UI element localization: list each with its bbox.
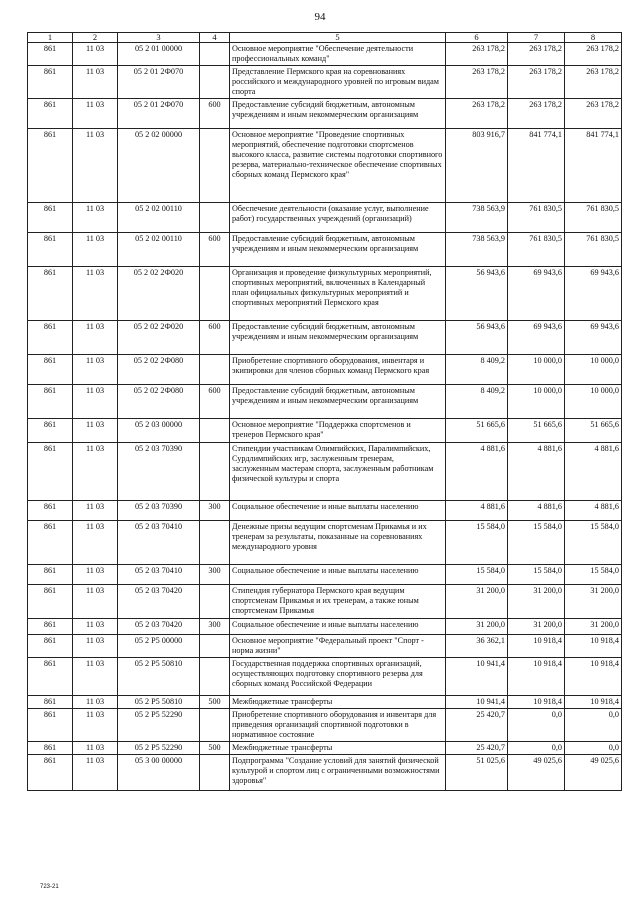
section-code: 11 03 <box>73 203 118 233</box>
expense-name: Предоставление субсидий бюджетным, автономным учреждениям и иным некоммерческим организациям <box>230 385 446 419</box>
amount-year-1: 4 881,6 <box>446 501 508 521</box>
amount-year-3: 51 665,6 <box>565 419 622 443</box>
amount-year-1: 803 916,7 <box>446 129 508 203</box>
column-number: 8 <box>565 33 622 43</box>
expense-type-code <box>200 419 230 443</box>
amount-year-3: 69 943,6 <box>565 321 622 355</box>
expense-name: Стипендия губернатора Пермского края ведущим спортсменам Прикамья и их тренерам, а также юным спортсменам Прикамья <box>230 585 446 619</box>
section-code: 11 03 <box>73 585 118 619</box>
expense-type-code: 500 <box>200 696 230 709</box>
table-row <box>28 385 622 419</box>
section-code: 11 03 <box>73 755 118 791</box>
target-item-code: 05 2 P5 52290 <box>118 709 200 742</box>
amount-year-1: 263 178,2 <box>446 43 508 66</box>
expense-type-code <box>200 66 230 99</box>
budget-table <box>27 32 622 791</box>
section-code: 11 03 <box>73 635 118 658</box>
amount-year-3: 761 830,5 <box>565 203 622 233</box>
table-row <box>28 709 622 742</box>
expense-type-code <box>200 658 230 696</box>
target-item-code: 05 2 03 70420 <box>118 619 200 635</box>
amount-year-3: 15 584,0 <box>565 521 622 565</box>
target-item-code: 05 2 02 2Ф080 <box>118 385 200 419</box>
section-code: 11 03 <box>73 419 118 443</box>
amount-year-3: 31 200,0 <box>565 585 622 619</box>
target-item-code: 05 2 03 70390 <box>118 501 200 521</box>
amount-year-2: 15 584,0 <box>508 565 565 585</box>
target-item-code: 05 2 01 2Ф070 <box>118 99 200 129</box>
amount-year-3: 263 178,2 <box>565 66 622 99</box>
department-code: 861 <box>28 585 73 619</box>
expense-type-code <box>200 355 230 385</box>
table-row <box>28 565 622 585</box>
target-item-code: 05 2 P5 50810 <box>118 696 200 709</box>
amount-year-2: 761 830,5 <box>508 233 565 267</box>
table-row <box>28 99 622 129</box>
department-code: 861 <box>28 233 73 267</box>
expense-type-code: 500 <box>200 742 230 755</box>
amount-year-2: 841 774,1 <box>508 129 565 203</box>
amount-year-1: 25 420,7 <box>446 709 508 742</box>
amount-year-1: 738 563,9 <box>446 203 508 233</box>
amount-year-2: 263 178,2 <box>508 66 565 99</box>
amount-year-2: 51 665,6 <box>508 419 565 443</box>
section-code: 11 03 <box>73 565 118 585</box>
expense-name: Предоставление субсидий бюджетным, автономным учреждениям и иным некоммерческим организациям <box>230 99 446 129</box>
expense-type-code <box>200 585 230 619</box>
amount-year-1: 31 200,0 <box>446 619 508 635</box>
department-code: 861 <box>28 742 73 755</box>
expense-type-code: 600 <box>200 385 230 419</box>
section-code: 11 03 <box>73 696 118 709</box>
amount-year-2: 10 918,4 <box>508 658 565 696</box>
amount-year-2: 0,0 <box>508 742 565 755</box>
form-code: 723-21 <box>40 884 59 890</box>
table-row <box>28 501 622 521</box>
expense-name: Государственная поддержка спортивных организаций, осуществляющих подготовку спортивного резерва для сборных команд Российской Федерации <box>230 658 446 696</box>
target-item-code: 05 2 03 70390 <box>118 443 200 501</box>
amount-year-2: 49 025,6 <box>508 755 565 791</box>
target-item-code: 05 2 02 00000 <box>118 129 200 203</box>
section-code: 11 03 <box>73 742 118 755</box>
table-row <box>28 267 622 321</box>
amount-year-3: 10 000,0 <box>565 385 622 419</box>
expense-name: Социальное обеспечение и иные выплаты населению <box>230 565 446 585</box>
expense-name: Денежные призы ведущим спортсменам Прикамья и их тренерам за результаты, показанные на соревнованиях международного уровня <box>230 521 446 565</box>
expense-type-code <box>200 443 230 501</box>
amount-year-3: 49 025,6 <box>565 755 622 791</box>
expense-type-code: 300 <box>200 619 230 635</box>
section-code: 11 03 <box>73 267 118 321</box>
target-item-code: 05 2 01 00000 <box>118 43 200 66</box>
amount-year-1: 8 409,2 <box>446 385 508 419</box>
amount-year-3: 10 918,4 <box>565 658 622 696</box>
department-code: 861 <box>28 658 73 696</box>
amount-year-3: 15 584,0 <box>565 565 622 585</box>
department-code: 861 <box>28 203 73 233</box>
amount-year-2: 4 881,6 <box>508 501 565 521</box>
expense-type-code <box>200 709 230 742</box>
expense-type-code <box>200 203 230 233</box>
column-number: 6 <box>446 33 508 43</box>
table-row <box>28 755 622 791</box>
department-code: 861 <box>28 321 73 355</box>
expense-name: Основное мероприятие "Федеральный проект "Спорт - норма жизни" <box>230 635 446 658</box>
department-code: 861 <box>28 755 73 791</box>
section-code: 11 03 <box>73 501 118 521</box>
expense-name: Приобретение спортивного оборудования, инвентаря и экипировки для членов сборных команд Пермского края <box>230 355 446 385</box>
expense-name: Обеспечение деятельности (оказание услуг, выполнение работ) государственных учреждений (организаций) <box>230 203 446 233</box>
amount-year-3: 10 918,4 <box>565 696 622 709</box>
expense-name: Организация и проведение физкультурных мероприятий, спортивных мероприятий, включенных в Календарный план официальных физкультурных мероприятий и спортивных мероприятий Пермского края <box>230 267 446 321</box>
page-number: 94 <box>314 11 326 23</box>
table-row <box>28 585 622 619</box>
amount-year-1: 8 409,2 <box>446 355 508 385</box>
expense-name: Приобретение спортивного оборудования и инвентаря для приведения организаций спортивной подготовки в нормативное состояние <box>230 709 446 742</box>
amount-year-3: 0,0 <box>565 742 622 755</box>
table-row <box>28 742 622 755</box>
expense-type-code: 600 <box>200 99 230 129</box>
section-code: 11 03 <box>73 129 118 203</box>
target-item-code: 05 2 02 00110 <box>118 233 200 267</box>
column-number: 1 <box>28 33 73 43</box>
expense-name: Межбюджетные трансферты <box>230 696 446 709</box>
target-item-code: 05 2 P5 00000 <box>118 635 200 658</box>
table-row <box>28 321 622 355</box>
department-code: 861 <box>28 443 73 501</box>
amount-year-2: 31 200,0 <box>508 585 565 619</box>
expense-type-code: 300 <box>200 565 230 585</box>
target-item-code: 05 2 03 70410 <box>118 521 200 565</box>
amount-year-2: 31 200,0 <box>508 619 565 635</box>
amount-year-2: 4 881,6 <box>508 443 565 501</box>
table-row <box>28 443 622 501</box>
target-item-code: 05 2 02 2Ф020 <box>118 267 200 321</box>
section-code: 11 03 <box>73 521 118 565</box>
amount-year-3: 0,0 <box>565 709 622 742</box>
expense-type-code: 600 <box>200 321 230 355</box>
target-item-code: 05 2 03 70410 <box>118 565 200 585</box>
target-item-code: 05 2 P5 50810 <box>118 658 200 696</box>
amount-year-2: 10 000,0 <box>508 385 565 419</box>
amount-year-3: 31 200,0 <box>565 619 622 635</box>
department-code: 861 <box>28 66 73 99</box>
amount-year-3: 10 918,4 <box>565 635 622 658</box>
expense-type-code: 600 <box>200 233 230 267</box>
target-item-code: 05 2 01 2Ф070 <box>118 66 200 99</box>
table-row <box>28 619 622 635</box>
department-code: 861 <box>28 355 73 385</box>
target-item-code: 05 2 02 2Ф080 <box>118 355 200 385</box>
target-item-code: 05 2 03 70420 <box>118 585 200 619</box>
department-code: 861 <box>28 419 73 443</box>
table-body <box>28 43 622 791</box>
table-row <box>28 233 622 267</box>
department-code: 861 <box>28 709 73 742</box>
expense-name: Представление Пермского края на соревнованиях российского и международного уровней по игровым видам спорта <box>230 66 446 99</box>
target-item-code: 05 2 P5 52290 <box>118 742 200 755</box>
department-code: 861 <box>28 385 73 419</box>
section-code: 11 03 <box>73 99 118 129</box>
department-code: 861 <box>28 565 73 585</box>
amount-year-1: 31 200,0 <box>446 585 508 619</box>
amount-year-1: 51 025,6 <box>446 755 508 791</box>
expense-type-code <box>200 521 230 565</box>
amount-year-2: 263 178,2 <box>508 99 565 129</box>
table-row <box>28 521 622 565</box>
amount-year-1: 263 178,2 <box>446 99 508 129</box>
table-row <box>28 43 622 66</box>
table-row <box>28 419 622 443</box>
expense-type-code <box>200 43 230 66</box>
amount-year-2: 69 943,6 <box>508 321 565 355</box>
column-number: 7 <box>508 33 565 43</box>
table-row <box>28 129 622 203</box>
department-code: 861 <box>28 521 73 565</box>
column-number-row <box>28 33 622 43</box>
section-code: 11 03 <box>73 43 118 66</box>
section-code: 11 03 <box>73 233 118 267</box>
column-number: 5 <box>230 33 446 43</box>
expense-name: Стипендии участникам Олимпийских, Паралимпийских, Сурдлимпийских игр, заслуженным тренерам, заслуженным мастерам спорта, заслуженным работникам физической культуры и спорта <box>230 443 446 501</box>
expense-type-code <box>200 267 230 321</box>
target-item-code: 05 2 02 00110 <box>118 203 200 233</box>
amount-year-1: 4 881,6 <box>446 443 508 501</box>
amount-year-3: 841 774,1 <box>565 129 622 203</box>
amount-year-1: 51 665,6 <box>446 419 508 443</box>
section-code: 11 03 <box>73 355 118 385</box>
amount-year-2: 263 178,2 <box>508 43 565 66</box>
department-code: 861 <box>28 501 73 521</box>
section-code: 11 03 <box>73 619 118 635</box>
amount-year-2: 69 943,6 <box>508 267 565 321</box>
section-code: 11 03 <box>73 443 118 501</box>
amount-year-1: 56 943,6 <box>446 267 508 321</box>
amount-year-1: 10 941,4 <box>446 658 508 696</box>
amount-year-1: 36 362,1 <box>446 635 508 658</box>
amount-year-1: 738 563,9 <box>446 233 508 267</box>
amount-year-3: 263 178,2 <box>565 43 622 66</box>
amount-year-3: 4 881,6 <box>565 501 622 521</box>
amount-year-2: 761 830,5 <box>508 203 565 233</box>
expense-name: Основное мероприятие "Обеспечение деятельности профессиональных команд" <box>230 43 446 66</box>
section-code: 11 03 <box>73 709 118 742</box>
section-code: 11 03 <box>73 658 118 696</box>
expense-name: Подпрограмма "Создание условий для занятий физической культурой и спортом лиц с ограниченными возможностями здоровья" <box>230 755 446 791</box>
table-row <box>28 658 622 696</box>
section-code: 11 03 <box>73 385 118 419</box>
target-item-code: 05 2 02 2Ф020 <box>118 321 200 355</box>
target-item-code: 05 2 03 00000 <box>118 419 200 443</box>
amount-year-2: 15 584,0 <box>508 521 565 565</box>
amount-year-3: 761 830,5 <box>565 233 622 267</box>
table-row <box>28 66 622 99</box>
amount-year-1: 10 941,4 <box>446 696 508 709</box>
expense-type-code: 300 <box>200 501 230 521</box>
expense-name: Предоставление субсидий бюджетным, автономным учреждениям и иным некоммерческим организациям <box>230 233 446 267</box>
amount-year-2: 10 918,4 <box>508 696 565 709</box>
expense-name: Предоставление субсидий бюджетным, автономным учреждениям и иным некоммерческим организациям <box>230 321 446 355</box>
table-row <box>28 355 622 385</box>
amount-year-2: 10 918,4 <box>508 635 565 658</box>
table-row <box>28 696 622 709</box>
amount-year-3: 69 943,6 <box>565 267 622 321</box>
column-number: 2 <box>73 33 118 43</box>
department-code: 861 <box>28 129 73 203</box>
column-number: 4 <box>200 33 230 43</box>
expense-type-code <box>200 755 230 791</box>
expense-name: Социальное обеспечение и иные выплаты населению <box>230 501 446 521</box>
target-item-code: 05 3 00 00000 <box>118 755 200 791</box>
expense-type-code <box>200 635 230 658</box>
department-code: 861 <box>28 635 73 658</box>
expense-name: Основное мероприятие "Поддержка спортсменов и тренеров Пермского края" <box>230 419 446 443</box>
expense-name: Межбюджетные трансферты <box>230 742 446 755</box>
expense-type-code <box>200 129 230 203</box>
department-code: 861 <box>28 619 73 635</box>
amount-year-1: 263 178,2 <box>446 66 508 99</box>
section-code: 11 03 <box>73 321 118 355</box>
amount-year-1: 56 943,6 <box>446 321 508 355</box>
section-code: 11 03 <box>73 66 118 99</box>
amount-year-2: 0,0 <box>508 709 565 742</box>
amount-year-1: 15 584,0 <box>446 521 508 565</box>
table-row <box>28 635 622 658</box>
table-row <box>28 203 622 233</box>
expense-name: Социальное обеспечение и иные выплаты населению <box>230 619 446 635</box>
expense-name: Основное мероприятие "Проведение спортивных мероприятий, обеспечение подготовки спортсменов высокого класса, развитие системы подготовки спортивного резерва, материально-техническое обеспечение спортивных сборных команд Пермского края" <box>230 129 446 203</box>
department-code: 861 <box>28 99 73 129</box>
department-code: 861 <box>28 267 73 321</box>
amount-year-3: 263 178,2 <box>565 99 622 129</box>
amount-year-1: 25 420,7 <box>446 742 508 755</box>
amount-year-2: 10 000,0 <box>508 355 565 385</box>
department-code: 861 <box>28 43 73 66</box>
amount-year-3: 4 881,6 <box>565 443 622 501</box>
amount-year-1: 15 584,0 <box>446 565 508 585</box>
department-code: 861 <box>28 696 73 709</box>
amount-year-3: 10 000,0 <box>565 355 622 385</box>
column-number: 3 <box>118 33 200 43</box>
